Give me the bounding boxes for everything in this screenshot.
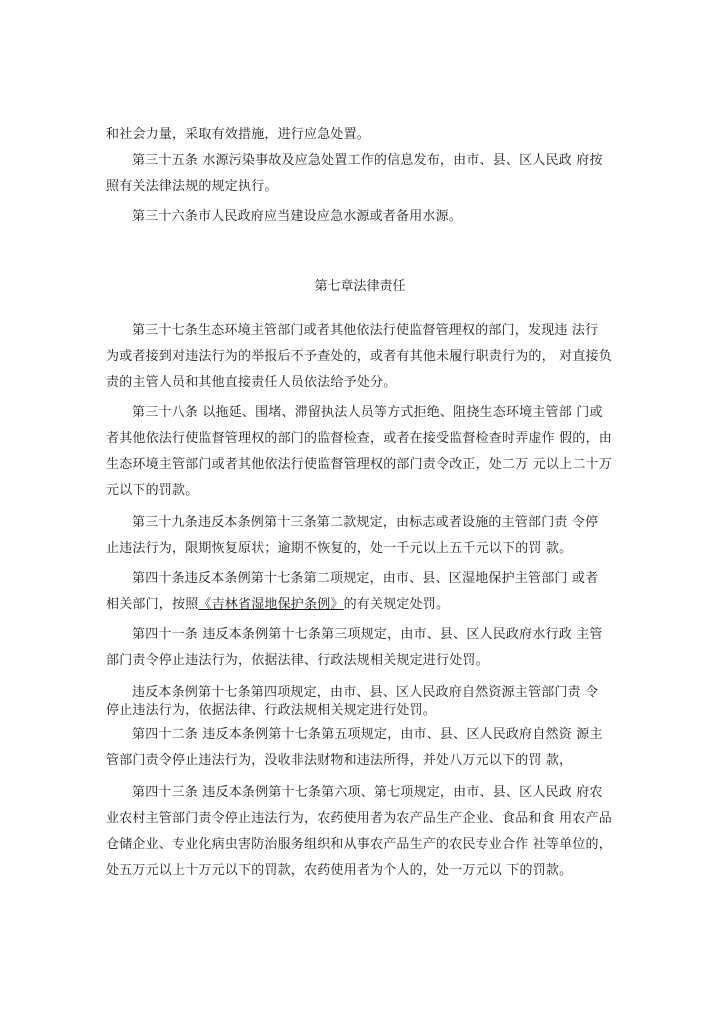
text-line: 元以下的罚款。 — [106, 483, 199, 498]
text-line: 第三十七条生态环境主管部门或者其他依法行使监督管理权的部门，发现违 法行 — [132, 323, 599, 338]
article-36 — [106, 204, 614, 230]
text-line: 处五万元以上十万元以下的罚款，农药使用者为个人的，处一万元以 下的罚款。 — [106, 863, 573, 878]
regulation-link[interactable]: 《吉林省湿地保护条例》 — [198, 597, 344, 612]
text-line: 第四十三条 违反本条例第十七条第六项、第七项规定，由市、县、区人民政 府农 — [132, 785, 603, 800]
article-41 — [106, 622, 614, 674]
chapter-heading: 第七章法律责任 — [314, 279, 406, 294]
text-line: 第四十二条 违反本条例第十七条第五项规定，由市、县、区人民政府自然资 源主 — [132, 727, 603, 742]
text-line: 管部门责令停止违法行为，没收非法财物和违法所得，并处八万元以下的罚 款， — [106, 753, 573, 768]
article-38 — [106, 400, 614, 504]
text-line: 第四十一条 违反本条例第十七条第三项规定，由市、县、区人民政府水行政 主管 — [132, 627, 603, 642]
text-line: 者其他依法行使监督管理权的部门的监督检查，或者在接受监督检查时弄虚作 假的，由 — [106, 431, 612, 446]
text-line: 停止违法行为，依据法律、行政法规相关规定进行处罚。 — [106, 703, 437, 718]
text-segment: 相关部门，按照 — [106, 597, 199, 612]
text-line: 第三十六条市人民政府应当建设应急水源或者备用水源。 — [132, 209, 463, 224]
text-line: 第三十五条 水源污染事故及应急处置工作的信息发布，由市、县、区人民政 府按 — [132, 153, 603, 168]
article-40 — [106, 566, 614, 618]
text-line: 为或者接到对违法行为的举报后不予查处的，或者有其他未履行职责行为的， 对直接负 — [106, 349, 612, 364]
text-line: 第三十九条违反本条例第十三条第二款规定，由标志或者设施的主管部门责 令停 — [132, 515, 599, 530]
text-line: 仓储企业、专业化病虫害防治服务组织和从事农产品生产的农民专业合作 社等单位的， — [106, 837, 612, 852]
text-line: 违反本条例第十七条第四项规定，由市、县、区人民政府自然资源主管部门责 令 — [132, 685, 599, 700]
text-line: 和社会力量，采取有效措施，进行应急处置。 — [106, 127, 371, 142]
text-line: 止违法行为，限期恢复原状；逾期不恢复的，处一千元以上五千元以下的罚 款。 — [106, 541, 573, 556]
article-37 — [106, 318, 614, 396]
text-segment: 的有关规定处罚。 — [343, 597, 450, 612]
paragraph-continuation — [106, 122, 614, 148]
article-43 — [106, 780, 614, 884]
text-line: 生态环境主管部门或者其他依法行使监督管理权的部门责令改正，处二万 元以上二十万 — [106, 457, 612, 472]
text-line: 第四十条违反本条例第十七条第二项规定，由市、县、区湿地保护主管部门 或者 — [132, 571, 599, 586]
article-35 — [106, 148, 614, 200]
article-41-continued — [106, 684, 614, 720]
text-line: 责的主管人员和其他直接责任人员依法给予处分。 — [106, 375, 397, 390]
text-line: 第三十八条 以拖延、围堵、滞留执法人员等方式拒绝、阻挠生态环境主管部 门或 — [132, 405, 603, 420]
text-line: 部门责令停止违法行为，依据法律、行政法规相关规定进行处罚。 — [106, 653, 489, 668]
text-line — [106, 592, 614, 618]
article-39 — [106, 510, 614, 562]
text-line: 业农村主管部门责令停止违法行为，农药使用者为农产品生产企业、食品和食 用农产品 — [106, 811, 612, 826]
text-line: 照有关法律法规的规定执行。 — [106, 179, 278, 194]
article-42 — [106, 722, 614, 774]
